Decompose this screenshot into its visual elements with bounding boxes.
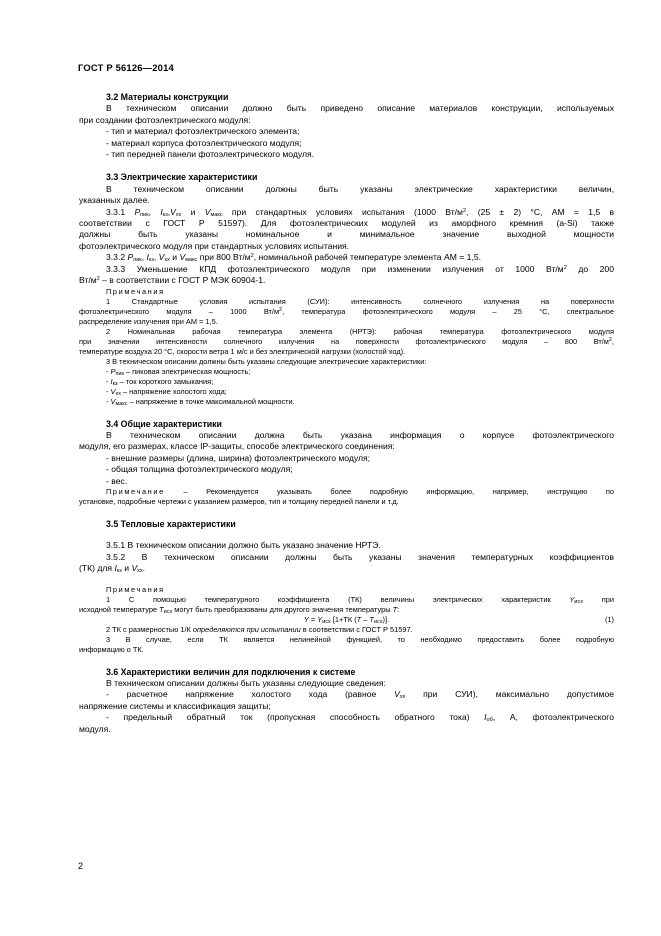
- p333-line1: 3.3.3 Уменьшение КПД фотоэлектрического модуля при изменении излучения от 1000 $Вт/м^2$ до 200: [106, 263, 614, 274]
- s32-list-item: - материал корпуса фотоэлектрического модуля;: [106, 137, 302, 148]
- section-3-6-heading: 3.6 Характеристики величин для подключения к системе: [106, 666, 356, 677]
- note2-line1: 2 Номинальная рабочая температура элемента (НРТЭ): рабочая температура фотоэлектрического модуля: [106, 326, 614, 336]
- note2-line3: температуре воздуха 20 °С, скорости ветра 1 м/с и без электрической нагрузки (холостой ход).: [79, 346, 406, 356]
- s36-item2-line1: - предельный обратный ток (пропускная способность обратного тока) $I_{об}$, А, фотоэлектрического: [106, 712, 614, 724]
- notes-title: Примечания: [106, 286, 165, 296]
- s32-list-item: - тип передней панели фотоэлектрического модуля.: [106, 149, 315, 160]
- s34-list-item: - общая толщина фотоэлектрического модуля;: [106, 464, 293, 475]
- note1-line2: фотоэлектрического модуля – 1000 $Вт/м^2$, температура фотоэлектрического модуля – 25 °С, спектральное: [79, 306, 615, 316]
- s34-line1: В техническом описании должна быть указана информация о корпусе фотоэлектрического: [106, 429, 614, 440]
- note1-line3: распределение излучения при АМ = 1,5.: [79, 316, 218, 326]
- section-3-3-heading: 3.3 Электрические характеристики: [106, 172, 258, 183]
- p331-line3: должны быть указаны номинальное и минимальное значение выходной мощности: [79, 229, 614, 240]
- p332: 3.3.2 $P_{пик}$, $I_{кз}$, $V_{хх}$ и $V_{макс}$ при 800 $Вт/м^2$, номинальной рабочей температуре элемента АМ = 1,5.: [106, 252, 481, 264]
- s35-notes-title: Примечания: [106, 584, 165, 594]
- s36-item2-line2: модуля.: [79, 723, 111, 734]
- formula-1: $Y = Y_{исх}$ [1+ТК $(T - T_{исх})$]. (1): [303, 614, 614, 625]
- document-header: ГОСТ Р 56126—2014: [78, 62, 174, 73]
- s35-note2: 2 ТК с размерностью 1/К определяются при испытании в соответствии с ГОСТ Р 51597.: [106, 624, 413, 634]
- s34-note-line2: установке, подробные чертежи с указанием размеров, тип и толщину передней панели и т.д.: [79, 496, 399, 506]
- s36-item1-line2: напряжение системы и классификация защиты;: [79, 700, 271, 711]
- def-item: - $I_{кз}$ – ток короткого замыкания;: [106, 376, 214, 387]
- s34-note-line1: Примечание – Рекомендуется указывать более подробную информацию, например, инструкцию по: [106, 486, 614, 496]
- s35-note3-line2: информацию о ТК.: [79, 644, 144, 654]
- s32-intro-line1: В техническом описании должно быть приведено описание материалов конструкции, используемых: [106, 103, 614, 114]
- def-item: - $V_{макс}$ – напряжение в точке максимальной мощности.: [106, 396, 295, 407]
- s35-note1-line1: 1 С помощью температурного коэффициента (ТК) величины электрических характеристик $Y_{исх}$ при: [106, 594, 614, 605]
- def-item: - $P_{пик}$ – пиковая электрическая мощность;: [106, 366, 251, 377]
- note2-line2: при значении интенсивности солнечного излучения на поверхности фотоэлектрического модуля – 800 $Вт/м^2$,: [79, 336, 614, 346]
- p331-line1: 3.3.1 $P_{пик}$, $I_{кз},V_{хх}$ и $V_{макс}$ при стандартных условиях испытания (1000 $Вт/м^2$, (25 ± 2) °С, АМ = 1,5 в: [106, 206, 615, 218]
- s35-note3-line1: 3 В случае, если ТК является нелинейной функцией, то необходимо предоставить более подробную: [106, 634, 614, 644]
- p351: 3.5.1 В техническом описании должно быть указано значение НРТЭ.: [106, 540, 381, 551]
- note3: 3 В техническом описании должны быть указаны следующие электрические характеристики:: [106, 356, 427, 366]
- p352-line2: (ТК) для $I_{кз}$ и $V_{хх}$.: [79, 563, 146, 575]
- s34-list-item: - вес.: [106, 475, 128, 486]
- s32-intro-line2: при создании фотоэлектрического модуля:: [79, 114, 251, 125]
- s33-intro-line2: указанных далее.: [79, 195, 150, 206]
- page-body: [79, 92, 614, 735]
- s32-list-item: - тип и материал фотоэлектрического элемента;: [106, 126, 300, 137]
- def-item: - $V_{хх}$ – напряжение холостого хода;: [106, 386, 227, 397]
- s33-intro-line1: В техническом описании должны быть указаны электрические характеристики величин,: [106, 183, 614, 194]
- s34-line2: модуля, его размерах, классе IP-защиты, способе электрического соединения:: [79, 441, 395, 452]
- equation-number: (1): [604, 614, 614, 624]
- p333-line2: $Вт/м^2$ – в соответствии с ГОСТ Р МЭК 60904-1.: [79, 275, 266, 286]
- section-3-2-heading: 3.2 Материалы конструкции: [106, 92, 229, 102]
- s36-item1-line1: - расчетное напряжение холостого хода (равное $V_{хх}$ при СУИ), максимально допустимое: [106, 689, 615, 701]
- p352-line1: 3.5.2 В техническом описании должны быть указаны значения температурных коэффициентов: [106, 551, 614, 562]
- note1-line1: 1 Стандартные условия испытания (СУИ): интенсивность солнечного излучения на поверхности: [106, 296, 614, 306]
- s35-note1-line2: исходной температуре $T_{исх}$ могут быть преобразованы для другого значения температуры T:: [79, 604, 400, 615]
- page-number: 2: [78, 861, 84, 871]
- p331-line2: соответствии с ГОСТ Р 51597). Для фотоэлектрических модулей из аморфного кремния (a-Si) также: [79, 218, 614, 229]
- s34-list-item: - внешние размеры (длина, ширина) фотоэлектрического модуля;: [106, 452, 371, 463]
- section-3-5-heading: 3.5 Тепловые характеристики: [106, 518, 236, 529]
- s36-intro: В техническом описании должны быть указаны следующие сведения:: [106, 677, 386, 688]
- section-3-4-heading: 3.4 Общие характеристики: [106, 418, 222, 429]
- p331-line4: фотоэлектрического модуля при стандартных условиях испытания.: [79, 240, 350, 251]
